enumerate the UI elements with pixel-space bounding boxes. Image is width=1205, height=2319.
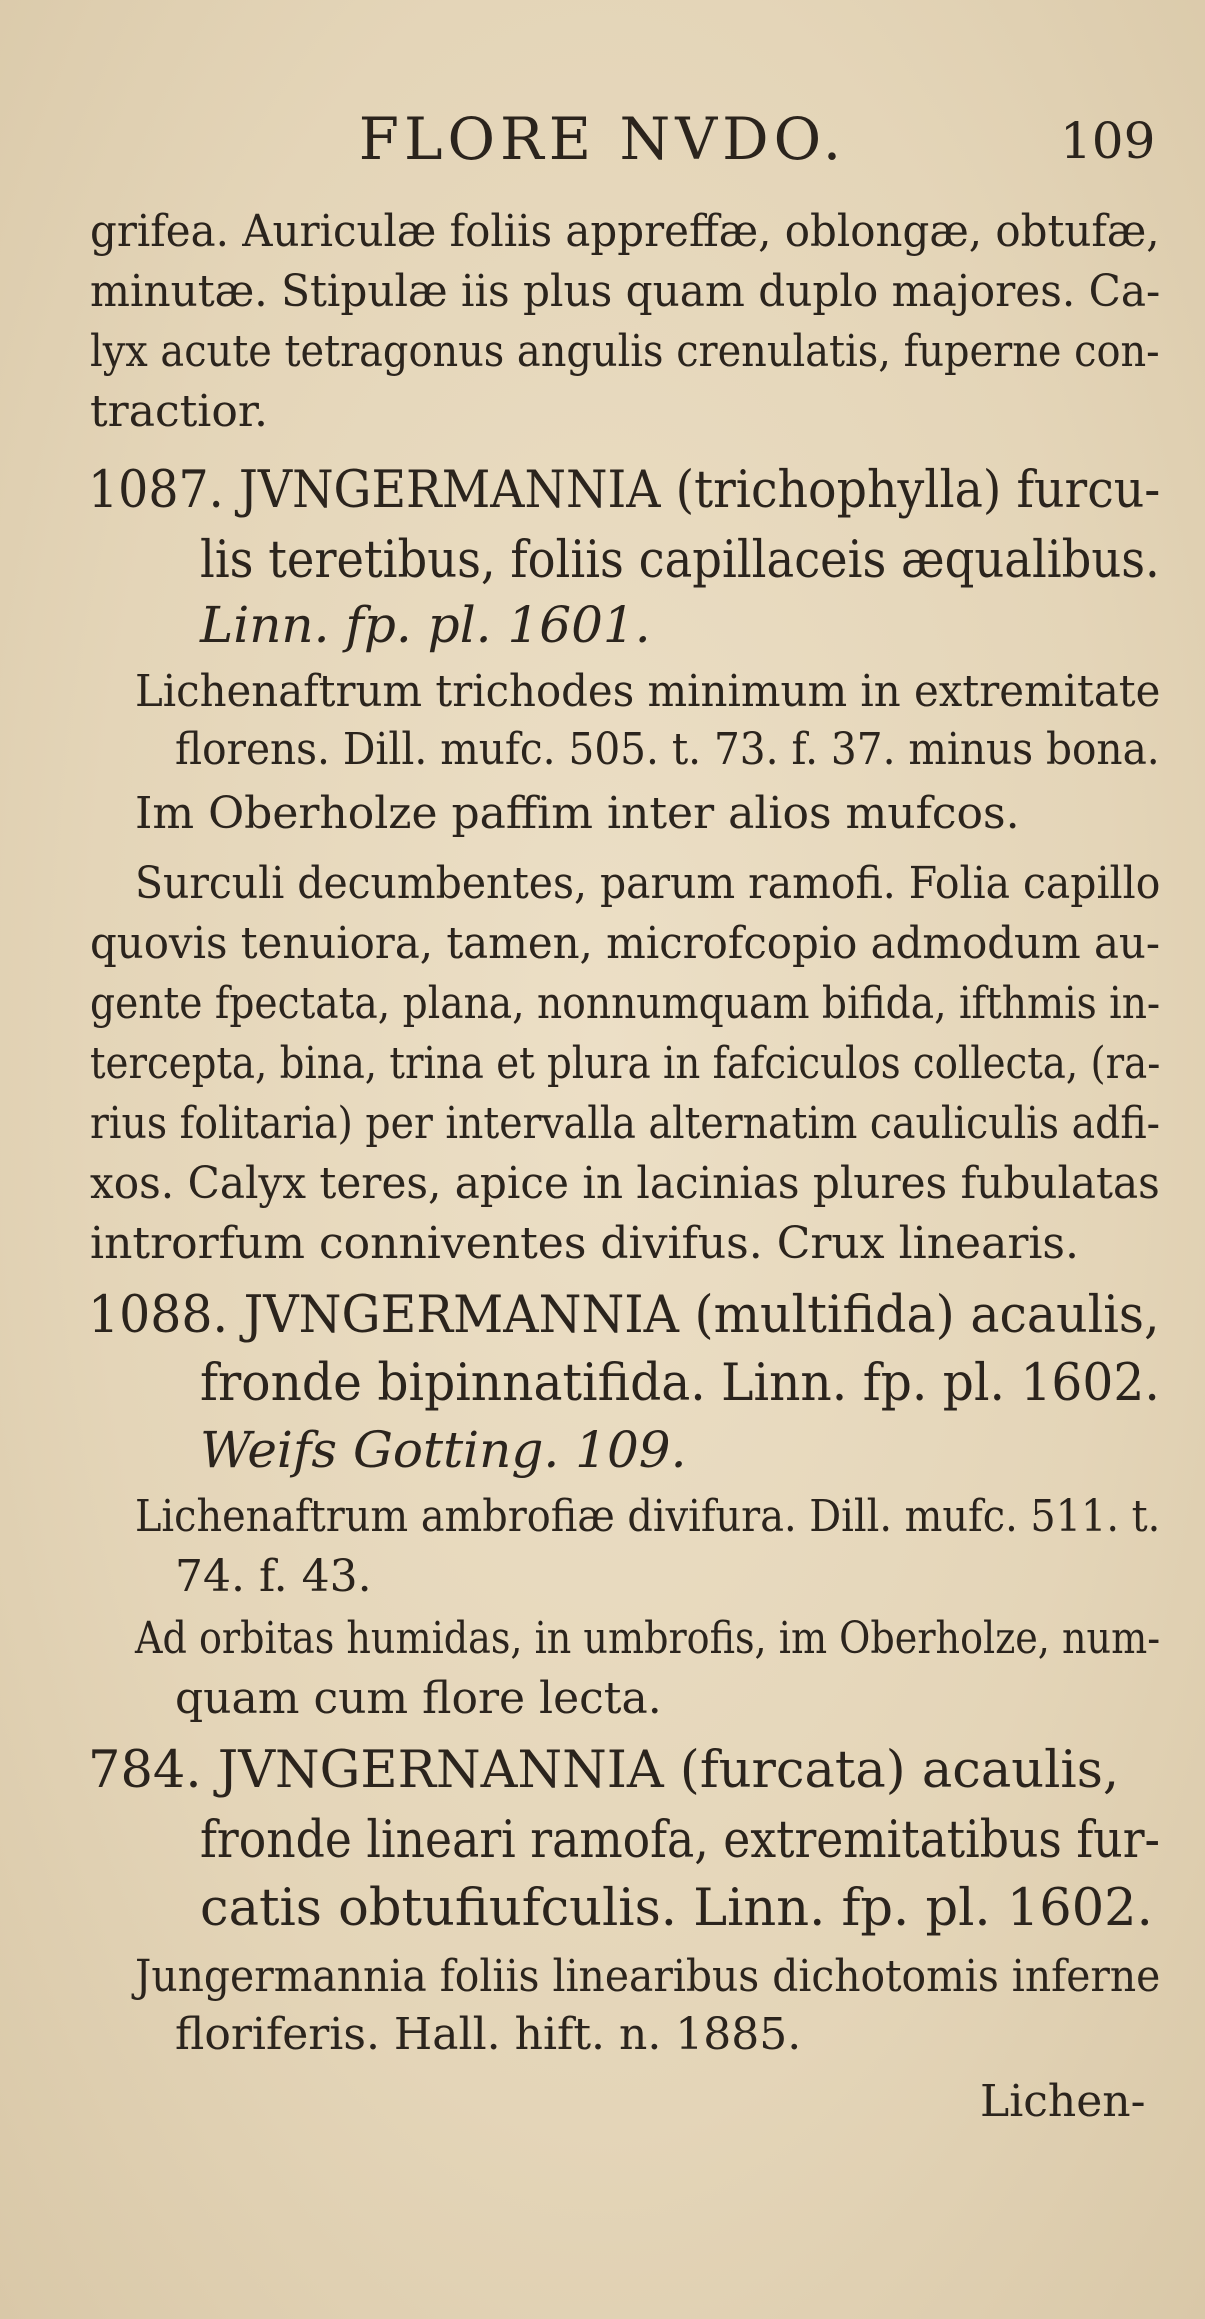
- text-line: quam cum flore lecta.: [175, 1673, 662, 1724]
- text-line: Lichen-: [980, 2076, 1146, 2127]
- text-line: 784. JVNGERNANNIA (furcata) acaulis,: [88, 1741, 1120, 1800]
- text-line: minutæ. Stipulæ iis plus quam duplo majores. Ca-: [90, 266, 1161, 317]
- text-line: catis obtufiufculis. Linn. fp. pl. 1602.: [200, 1879, 1153, 1938]
- text-line: gente fpectata, plana, nonnumquam bifida, ifthmis in-: [90, 978, 1161, 1029]
- text-line: Linn. fp. pl. 1601.: [200, 596, 651, 654]
- text-line: Weifs Gotting. 109.: [200, 1421, 687, 1479]
- text-line: grifea. Auriculæ foliis appreffæ, oblongæ, obtufæ,: [90, 206, 1160, 257]
- text-line: Im Oberholze paffim inter alios mufcos.: [135, 788, 1020, 839]
- text-line: quovis tenuiora, tamen, microfcopio admodum au-: [90, 918, 1161, 969]
- text-line: lyx acute tetragonus angulis crenulatis, fuperne con-: [90, 326, 1160, 377]
- text-line: floriferis. Hall. hift. n. 1885.: [175, 2009, 802, 2060]
- running-header: FLORE NVDO.: [358, 105, 847, 173]
- text-line: tercepta, bina, trina et plura in fafciculos collecta, (ra-: [90, 1038, 1161, 1089]
- text-line: 74. f. 43.: [175, 1551, 372, 1602]
- text-line: tractior.: [90, 386, 269, 437]
- text-line: fronde lineari ramofa, extremitatibus fur-: [200, 1811, 1160, 1870]
- text-line: Lichenaftrum ambrofiæ divifura. Dill. mufc. 511. t.: [135, 1491, 1161, 1542]
- text-line: Lichenaftrum trichodes minimum in extremitate: [135, 666, 1161, 717]
- text-line: Jungermannia foliis linearibus dichotomis inferne: [135, 1951, 1161, 2002]
- text-line: rius folitaria) per intervalla alternatim cauliculis adfi-: [90, 1098, 1160, 1149]
- text-line: fronde bipinnatifida. Linn. fp. pl. 1602.: [200, 1354, 1160, 1413]
- text-line: florens. Dill. mufc. 505. t. 73. f. 37. minus bona.: [175, 724, 1160, 775]
- text-line: Ad orbitas humidas, in umbrofis, im Oberholze, num-: [135, 1613, 1161, 1664]
- text-line: Surculi decumbentes, parum ramofi. Folia capillo: [135, 858, 1161, 909]
- page-number: 109: [1060, 112, 1156, 170]
- text-line: lis teretibus, foliis capillaceis æqualibus.: [200, 531, 1160, 590]
- text-line: introrfum conniventes divifus. Crux linearis.: [90, 1218, 1079, 1269]
- text-line: xos. Calyx teres, apice in lacinias plures fubulatas: [90, 1158, 1160, 1209]
- text-line: 1087. JVNGERMANNIA (trichophylla) furcu-: [88, 461, 1161, 520]
- text-line: 1088. JVNGERMANNIA (multifida) acaulis,: [88, 1286, 1160, 1345]
